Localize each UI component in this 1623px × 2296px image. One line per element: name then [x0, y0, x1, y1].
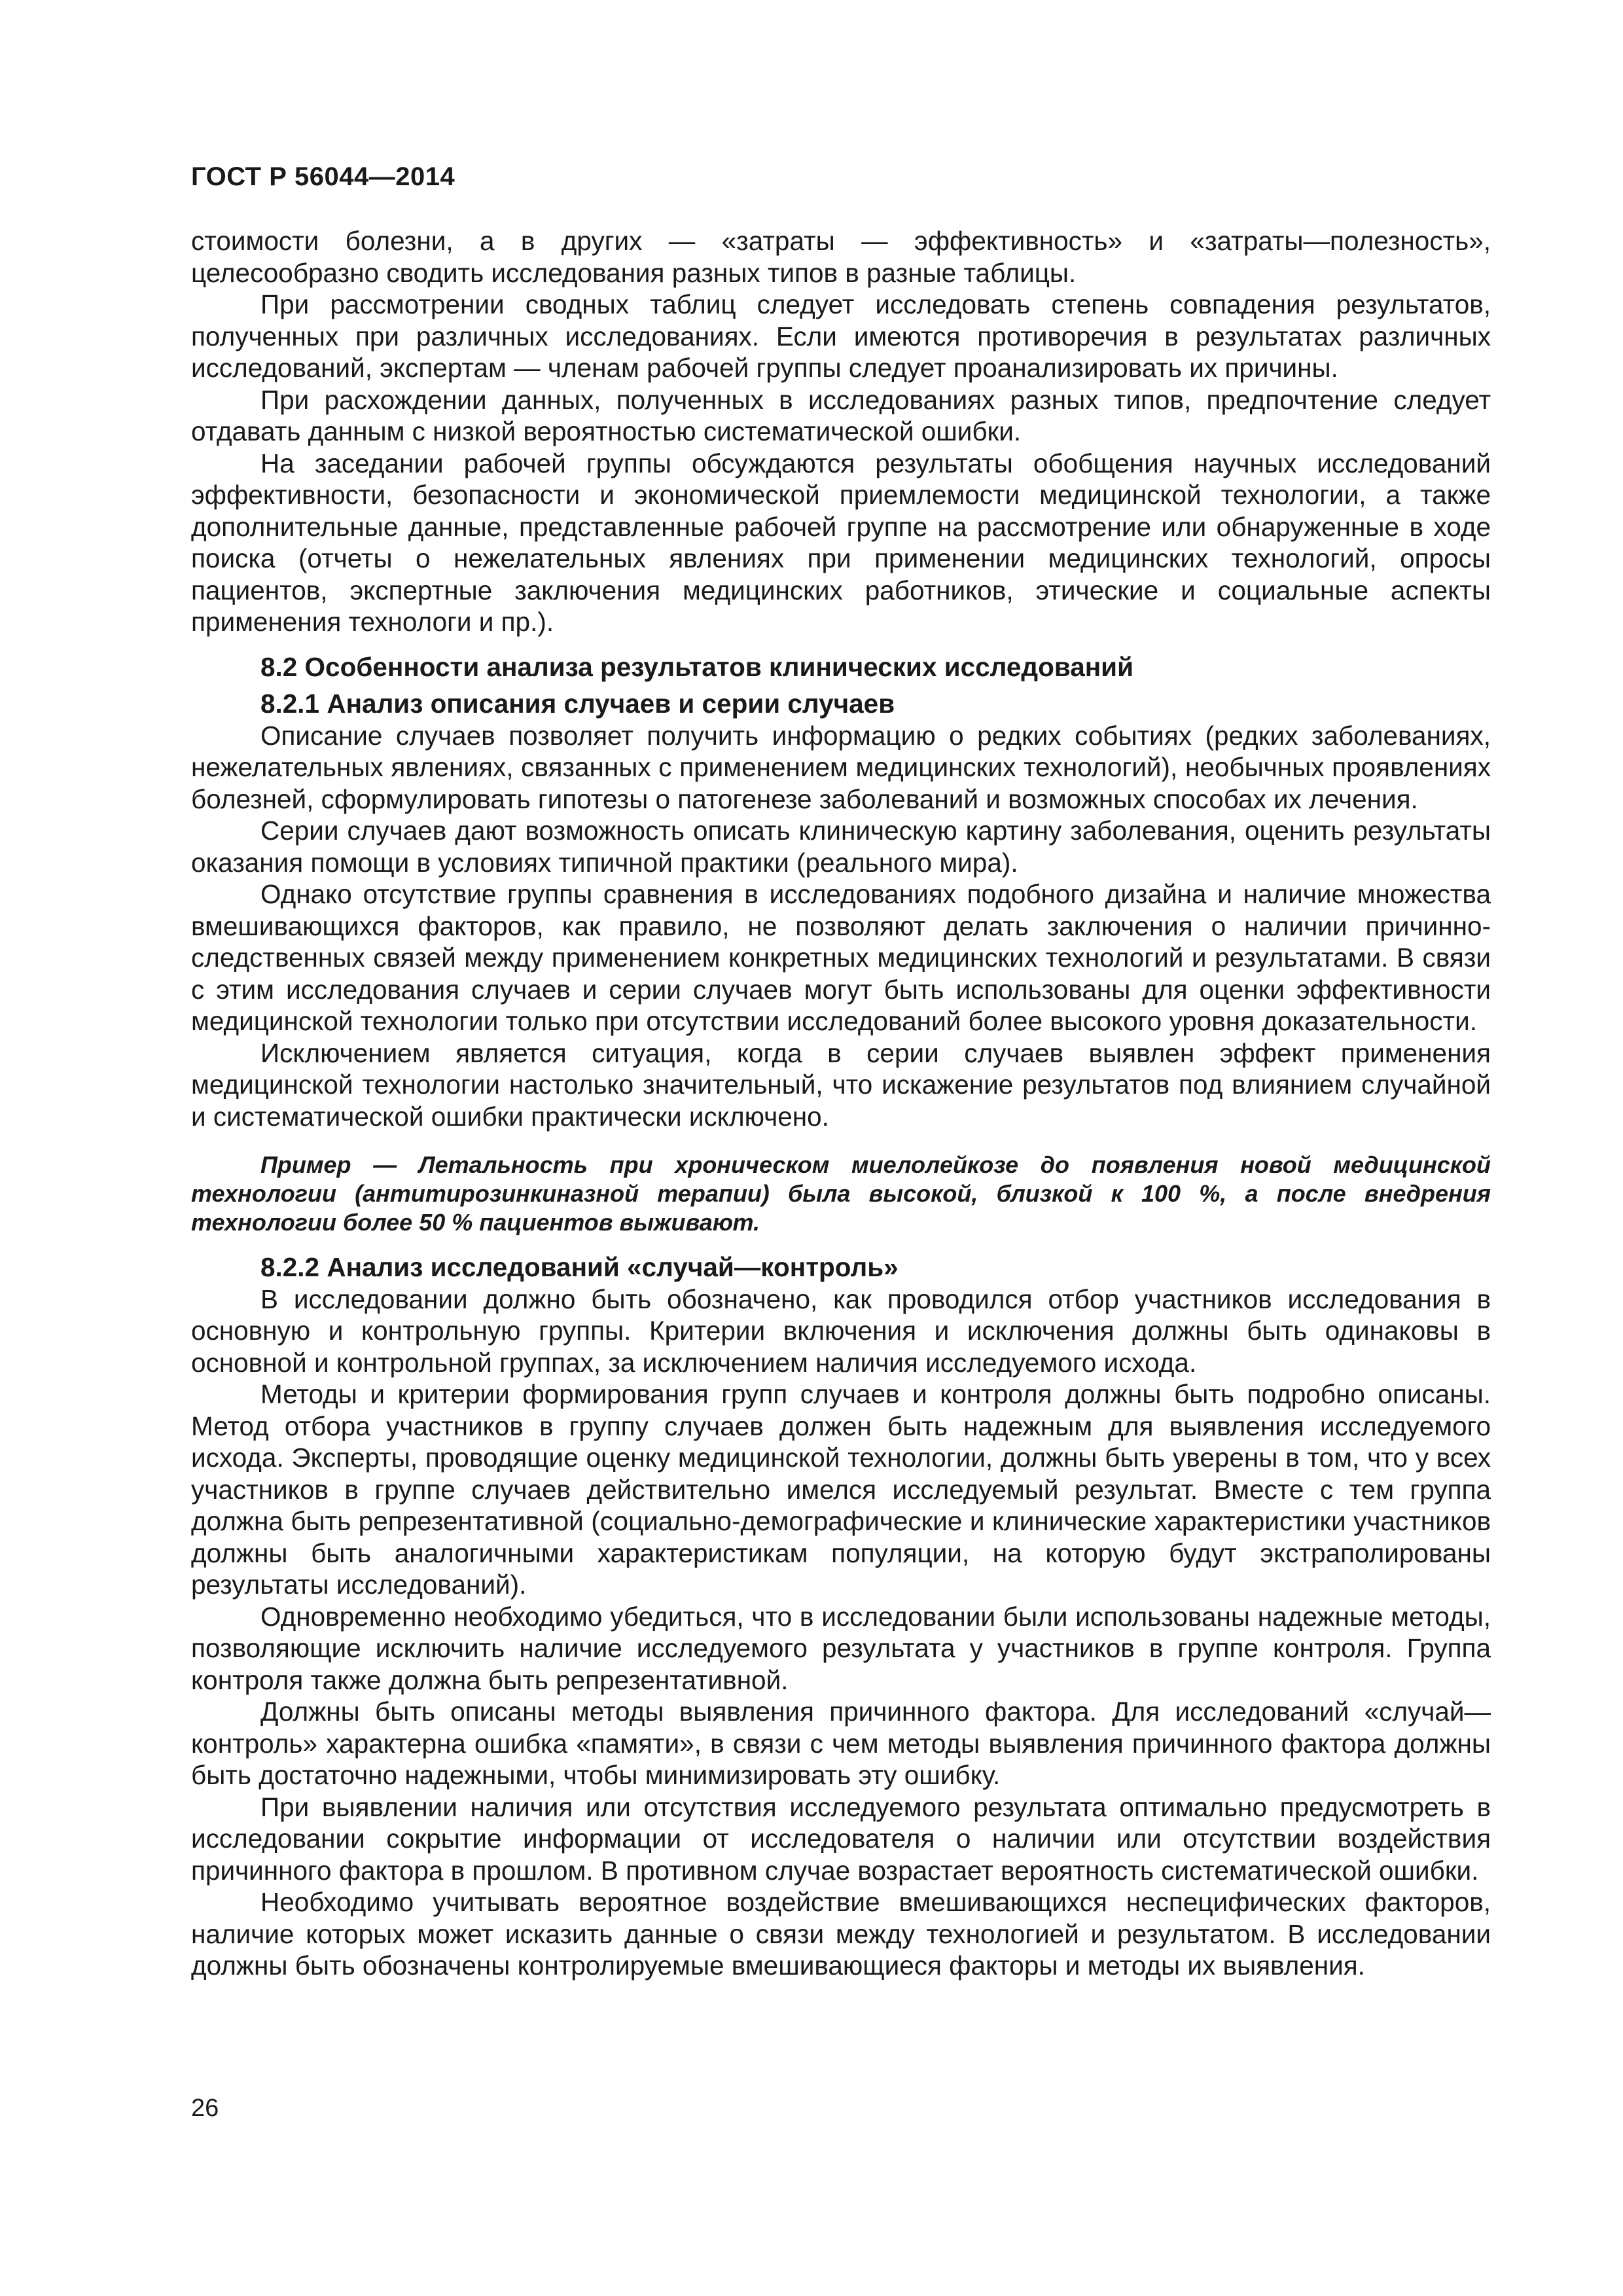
- paragraph: Должны быть описаны методы выявления причинного фактора. Для исследований «случай—контроль» характерна ошибка «памяти», в связи с чем методы выявления причинного фактора должны быть достаточно надежными, чтобы минимизировать эту ошибку.: [191, 1696, 1491, 1790]
- paragraph: Методы и критерии формирования групп случаев и контроля должны быть подробно описаны. Метод отбора участников в группу случаев должен быть надежным для выявления исследуемого исхода. Эксперты, проводящие оценку медицинской технологии, должны быть уверены в том, что у всех участников в группе случаев действительно имелся исследуемый результат. Вместе с тем группа должна быть репрезентативной (социально-демографические и клинические характеристики участников должны быть аналогичными характеристикам популяции, на которую будут экстраполированы результаты исследований).: [191, 1379, 1491, 1600]
- paragraph: Исключением является ситуация, когда в серии случаев выявлен эффект применения медицинской технологии настолько значительный, что искажение результатов под влиянием случайной и систематической ошибки практически исключено.: [191, 1037, 1491, 1132]
- paragraph: В исследовании должно быть обозначено, как проводился отбор участников исследования в основную и контрольную группы. Критерии включения и исключения должны быть одинаковы в основной и контрольной группах, за исключением наличия исследуемого исхода.: [191, 1283, 1491, 1378]
- paragraph: При расхождении данных, полученных в исследованиях разных типов, предпочтение следует отдавать данным с низкой вероятностью систематической ошибки.: [191, 384, 1491, 446]
- page-number: 26: [191, 2094, 219, 2122]
- paragraph: При выявлении наличия или отсутствия исследуемого результата оптимально предусмотреть в исследовании сокрытие информации от исследователя о наличии или отсутствии воздействия причинного фактора в прошлом. В противном случае возрастает вероятность систематической ошибки.: [191, 1791, 1491, 1886]
- subsection-heading-8-2-2: 8.2.2 Анализ исследований «случай—контроль»: [260, 1252, 899, 1282]
- paragraph: Однако отсутствие группы сравнения в исследованиях подобного дизайна и наличие множества вмешивающихся факторов, как правило, не позволяют делать заключения о наличии причинно-следственных связей между применением конкретных медицинских технологий и результатами. В связи с этим исследования случаев и серии случаев могут быть использованы для оценки эффективности медицинской технологии только при отсутствии исследований более высокого уровня доказательности.: [191, 879, 1491, 1036]
- paragraph: Описание случаев позволяет получить информацию о редких событиях (редких заболеваниях, нежелательных явлениях, связанных с применением медицинских технологий), необычных проявлениях болезней, сформулировать гипотезы о патогенезе заболеваний и возможных способах их лечения.: [191, 720, 1491, 814]
- document-code-header: ГОСТ Р 56044—2014: [191, 162, 455, 191]
- paragraph: На заседании рабочей группы обсуждаются результаты обобщения научных исследований эффективности, безопасности и экономической приемлемости медицинской технологии, а также дополнительные данные, представленные рабочей группе на рассмотрение или обнаруженные в ходе поиска (отчеты о нежелательных явлениях при применении медицинских технологий, опросы пациентов, экспертные заключения медицинских работников, этические и социальные аспекты применения технологи и пр.).: [191, 448, 1491, 637]
- paragraph: При рассмотрении сводных таблиц следует исследовать степень совпадения результатов, полученных при различных исследованиях. Если имеются противоречия в результатах различных исследований, экспертам — членам рабочей группы следует проанализировать их причины.: [191, 289, 1491, 383]
- subsection-heading-8-2-1: 8.2.1 Анализ описания случаев и серии случаев: [260, 689, 895, 719]
- paragraph: Необходимо учитывать вероятное воздействие вмешивающихся неспецифических факторов, наличие которых может исказить данные о связи между технологией и результатом. В исследовании должны быть обозначены контролируемые вмешивающиеся факторы и методы их выявления.: [191, 1887, 1491, 1981]
- paragraph: Серии случаев дают возможность описать клиническую картину заболевания, оценить результаты оказания помощи в условиях типичной практики (реального мира).: [191, 816, 1491, 878]
- paragraph: стоимости болезни, а в других — «затраты — эффективность» и «затраты—полезность», целесообразно сводить исследования разных типов в разные таблицы.: [191, 226, 1491, 288]
- section-heading-8-2: 8.2 Особенности анализа результатов клинических исследований: [260, 651, 1133, 682]
- paragraph: Одновременно необходимо убедиться, что в исследовании были использованы надежные методы, позволяющие исключить наличие исследуемого результата у участников в группе контроля. Группа контроля также должна быть репрезентативной.: [191, 1601, 1491, 1695]
- page-content: [191, 225, 1491, 1982]
- example-note: Пример — Летальность при хроническом миелолейкозе до появления новой медицинской технологии (антитирозинкиназной терапии) была высокой, близкой к 100 %, а после внедрения технологии более 50 % пациентов выживают.: [191, 1151, 1491, 1236]
